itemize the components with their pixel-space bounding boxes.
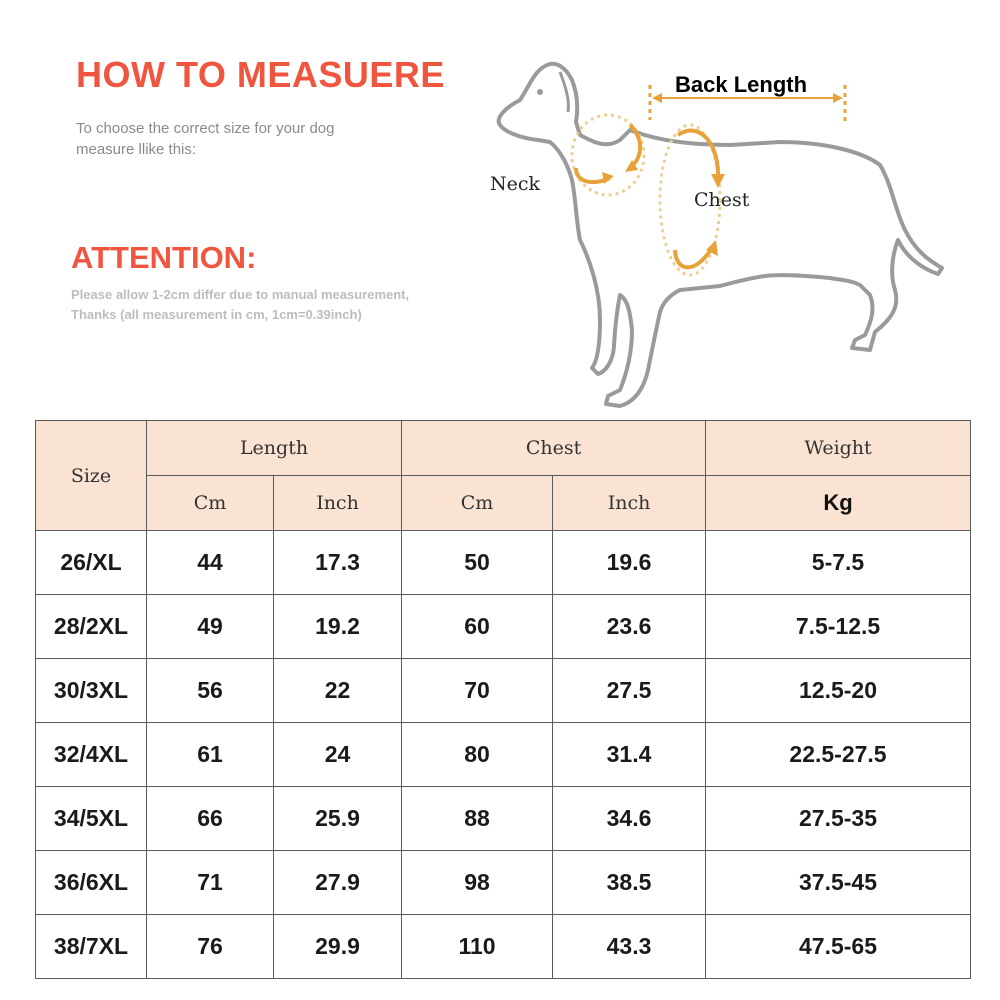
chest-header: Chest: [402, 421, 706, 476]
length-cm-cell: 44: [147, 531, 274, 595]
size-cell: 28/2XL: [36, 595, 147, 659]
length-cm-cell: 66: [147, 787, 274, 851]
table-row: [36, 787, 971, 851]
size-cell: 32/4XL: [36, 723, 147, 787]
chest-inch-cell: 34.6: [553, 787, 706, 851]
back-length-arrow-left: [652, 93, 662, 103]
chest-inch-header: Inch: [553, 476, 706, 531]
dog-eye: [537, 89, 543, 95]
table-row: [36, 915, 971, 979]
length-cm-cell: 61: [147, 723, 274, 787]
chest-inch-cell: 27.5: [553, 659, 706, 723]
neck-label: Neck: [490, 173, 541, 195]
chest-inch-cell: 19.6: [553, 531, 706, 595]
weight-cell: 12.5-20: [706, 659, 971, 723]
weight-header: Weight: [706, 421, 971, 476]
size-cell: 38/7XL: [36, 915, 147, 979]
length-inch-cell: 19.2: [274, 595, 402, 659]
attention-heading: ATTENTION:: [71, 240, 257, 275]
chest-label: Chest: [694, 189, 750, 211]
chest-cm-cell: 60: [402, 595, 553, 659]
chest-cm-cell: 70: [402, 659, 553, 723]
back-length-label: Back Length: [675, 72, 808, 97]
length-inch-cell: 22: [274, 659, 402, 723]
chest-arrow-top: [678, 131, 718, 180]
intro-line-2: measure llike this:: [76, 141, 197, 158]
chest-arrow-bottom: [675, 248, 712, 267]
table-row: [36, 595, 971, 659]
size-cell: 36/6XL: [36, 851, 147, 915]
weight-kg-header: Kg: [706, 476, 971, 531]
dog-ear: [560, 72, 568, 112]
weight-cell: 7.5-12.5: [706, 595, 971, 659]
weight-cell: 22.5-27.5: [706, 723, 971, 787]
neck-arrowhead-bottom: [602, 172, 614, 184]
length-header: Length: [147, 421, 402, 476]
table-row: [36, 723, 971, 787]
intro-text: [76, 118, 334, 160]
dog-outline: [499, 64, 942, 406]
chest-arrowhead-top: [711, 174, 725, 188]
chest-cm-cell: 50: [402, 531, 553, 595]
table-row: [36, 531, 971, 595]
chest-cm-header: Cm: [402, 476, 553, 531]
size-chart-table: [35, 420, 971, 979]
size-cell: 34/5XL: [36, 787, 147, 851]
length-cm-cell: 76: [147, 915, 274, 979]
length-cm-cell: 56: [147, 659, 274, 723]
chest-cm-cell: 98: [402, 851, 553, 915]
note-line-2: Thanks (all measurement in cm, 1cm=0.39inch): [71, 307, 362, 322]
weight-cell: 5-7.5: [706, 531, 971, 595]
table-subheader-row: [36, 476, 971, 531]
weight-cell: 47.5-65: [706, 915, 971, 979]
chest-inch-cell: 38.5: [553, 851, 706, 915]
attention-note: [71, 285, 409, 325]
chest-cm-cell: 80: [402, 723, 553, 787]
chest-inch-cell: 23.6: [553, 595, 706, 659]
length-inch-cell: 27.9: [274, 851, 402, 915]
length-inch-cell: 17.3: [274, 531, 402, 595]
length-inch-cell: 24: [274, 723, 402, 787]
length-inch-cell: 29.9: [274, 915, 402, 979]
length-cm-header: Cm: [147, 476, 274, 531]
note-line-1: Please allow 1-2cm differ due to manual measurement,: [71, 287, 410, 302]
page-title: HOW TO MEASUERE: [76, 54, 445, 95]
size-header: Size: [36, 421, 147, 531]
table-row: [36, 851, 971, 915]
table-row: [36, 659, 971, 723]
table-header-row: [36, 421, 971, 476]
intro-line-1: To choose the correct size for your dog: [76, 120, 335, 137]
length-cm-cell: 49: [147, 595, 274, 659]
back-length-arrow-right: [833, 93, 843, 103]
dog-measure-diagram: [480, 50, 950, 410]
size-cell: 30/3XL: [36, 659, 147, 723]
length-inch-header: Inch: [274, 476, 402, 531]
chest-cm-cell: 110: [402, 915, 553, 979]
size-cell: 26/XL: [36, 531, 147, 595]
chest-inch-cell: 31.4: [553, 723, 706, 787]
length-cm-cell: 71: [147, 851, 274, 915]
weight-cell: 27.5-35: [706, 787, 971, 851]
weight-cell: 37.5-45: [706, 851, 971, 915]
chest-cm-cell: 88: [402, 787, 553, 851]
chest-inch-cell: 43.3: [553, 915, 706, 979]
length-inch-cell: 25.9: [274, 787, 402, 851]
